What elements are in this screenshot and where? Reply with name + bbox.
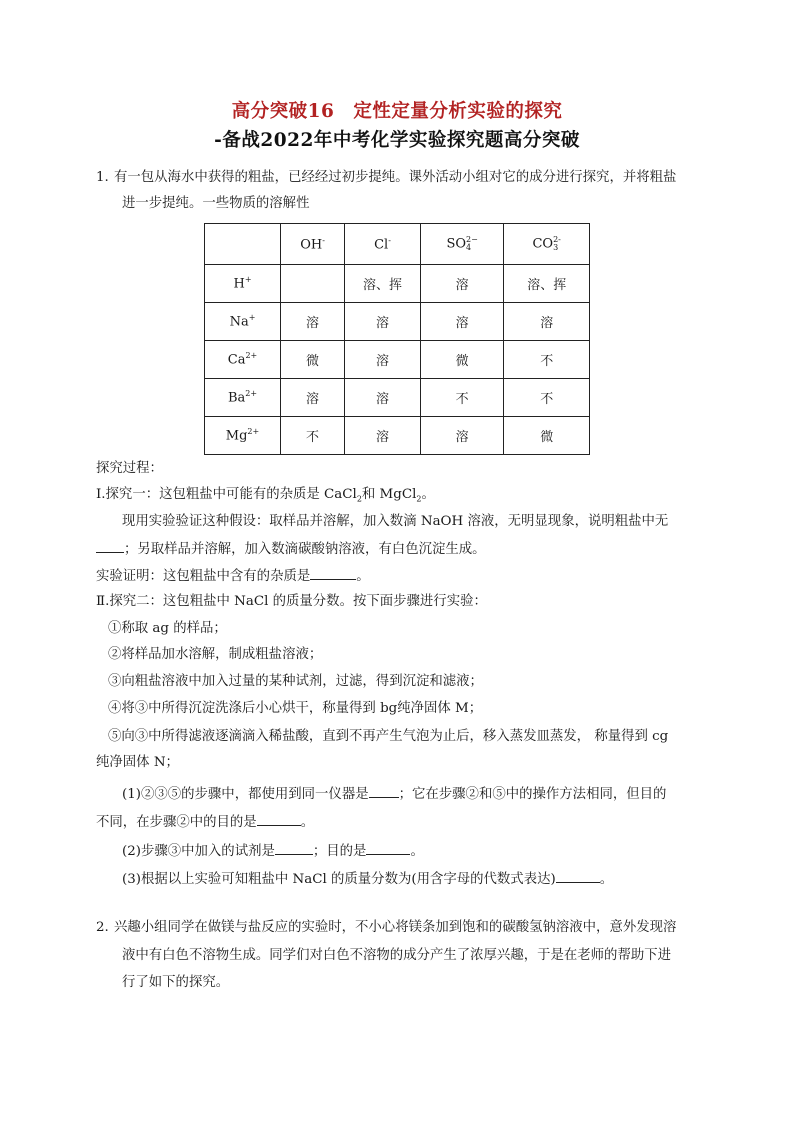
row-header-mg: $Mg^{2+}$ bbox=[205, 417, 281, 455]
row-header-na: Na+ bbox=[205, 303, 281, 341]
title-line-2: -备战2022年中考化学实验探究题高分突破 bbox=[214, 130, 580, 151]
row-header-h: H+ bbox=[205, 265, 281, 303]
table-cell: 不 bbox=[420, 379, 503, 417]
answer-blank[interactable] bbox=[257, 811, 301, 826]
table-cell: 溶 bbox=[420, 303, 503, 341]
answer-blank[interactable] bbox=[369, 783, 399, 798]
step-4: ④将③中所得沉淀洗涤后小心烘干，称量得到 bg纯净固体 M； bbox=[108, 701, 483, 716]
table-row bbox=[205, 303, 590, 341]
sub-question-1-cont: 不同，在步骤②中的目的是 。 bbox=[96, 811, 314, 833]
answer-blank[interactable] bbox=[556, 868, 600, 883]
table-cell: 溶 bbox=[420, 417, 503, 455]
table-row bbox=[205, 341, 590, 379]
answer-blank[interactable] bbox=[96, 538, 124, 553]
col-header-co3: CO 2- 3 bbox=[504, 224, 590, 265]
table-cell: 不 bbox=[504, 341, 590, 379]
part2-heading: Ⅱ.探究二：这包粗盐中 NaCl 的质量分数。按下面步骤进行实验： bbox=[96, 594, 487, 609]
table-cell: 溶 bbox=[281, 379, 345, 417]
table-cell: 不 bbox=[281, 417, 345, 455]
table-cell: 溶、挥 bbox=[504, 265, 590, 303]
part1-hypothesis: Ⅰ.探究一：这包粗盐中可能有的杂质是 CaCl$_2$和 MgCl$_2$。 bbox=[96, 487, 435, 504]
proof-line: 实验证明：这包粗盐中含有的杂质是 。 bbox=[96, 565, 370, 587]
table-cell: 不 bbox=[504, 379, 590, 417]
solubility-table bbox=[204, 223, 590, 455]
q1-number: 1. bbox=[96, 170, 109, 185]
row-header-ba: $Ba^{2+}$ bbox=[205, 379, 281, 417]
col-header-so4: SO 2− 4 bbox=[420, 224, 503, 265]
col-header-cl: Cl- bbox=[345, 224, 421, 265]
row-header-ca: $Ca^{2+}$ bbox=[205, 341, 281, 379]
sub-question-2: (2)步骤③中加入的试剂是 ；目的是 。 bbox=[122, 840, 424, 862]
step-3: ③向粗盐溶液中加入过量的某种试剂，过滤，得到沉淀和滤液； bbox=[108, 674, 483, 689]
title-line-1: 高分突破16 定性定量分析实验的探究 bbox=[231, 101, 563, 122]
q2-line-1: 兴趣小组同学在做镁与盐反应的实验时，不小心将镁条加到饱和的碳酸氢钠溶液中，意外发现溶 bbox=[114, 920, 677, 935]
table-cell: 溶 bbox=[420, 265, 503, 303]
table-cell: 溶 bbox=[281, 303, 345, 341]
table-cell: 溶 bbox=[345, 417, 421, 455]
table-cell: 溶 bbox=[345, 303, 421, 341]
table-cell: 微 bbox=[504, 417, 590, 455]
q2-number: 2. bbox=[96, 920, 109, 935]
sub-question-1: (1)②③⑤的步骤中，都使用到同一仪器是 ；它在步骤②和⑤中的操作方法相同，但目的 bbox=[122, 783, 666, 805]
table-row bbox=[205, 379, 590, 417]
step-2: ②将样品加水溶解，制成粗盐溶液； bbox=[108, 647, 323, 662]
table-row bbox=[205, 265, 590, 303]
table-cell: 溶 bbox=[345, 379, 421, 417]
table-header-row bbox=[205, 224, 590, 265]
step-1: ①称取 ag 的样品； bbox=[108, 621, 227, 636]
table-cell: 溶 bbox=[345, 341, 421, 379]
table-row bbox=[205, 417, 590, 455]
table-corner-cell bbox=[205, 224, 281, 265]
part1-verify-cont: ；另取样品并溶解，加入数滴碳酸钠溶液，有白色沉淀生成。 bbox=[96, 538, 486, 560]
table-cell: 溶 bbox=[504, 303, 590, 341]
sub-question-3: (3)根据以上实验可知粗盐中 NaCl 的质量分数为(用含字母的代数式表达) 。 bbox=[122, 868, 613, 890]
q2-line-3: 行了如下的探究。 bbox=[122, 975, 230, 990]
table-cell: 微 bbox=[420, 341, 503, 379]
table-cell: 微 bbox=[281, 341, 345, 379]
table-cell bbox=[281, 265, 345, 303]
step-5-cont: 纯净固体 N； bbox=[96, 755, 179, 770]
answer-blank[interactable] bbox=[366, 840, 410, 855]
process-label: 探究过程： bbox=[96, 461, 163, 476]
col-header-oh: OH- bbox=[281, 224, 345, 265]
part1-verify: 现用实验验证这种假设：取样品并溶解，加入数滴 NaOH 溶液，无明显现象，说明粗盐中无 bbox=[122, 514, 669, 529]
q2-line-2: 液中有白色不溶物生成。同学们对白色不溶物的成分产生了浓厚兴趣，于是在老师的帮助下进 bbox=[122, 948, 672, 963]
step-5: ⑤向③中所得滤液逐滴滴入稀盐酸，直到不再产生气泡为止后，移入蒸发皿蒸发， 称量得到 cg bbox=[108, 729, 669, 744]
answer-blank[interactable] bbox=[310, 565, 356, 580]
table-cell: 溶、挥 bbox=[345, 265, 421, 303]
q1-intro-line-1: 有一包从海水中获得的粗盐，已经经过初步提纯。课外活动小组对它的成分进行探究，并将粗盐 bbox=[114, 170, 677, 185]
answer-blank[interactable] bbox=[275, 840, 313, 855]
q1-intro-line-2: 进一步提纯。一些物质的溶解性 bbox=[122, 196, 310, 211]
